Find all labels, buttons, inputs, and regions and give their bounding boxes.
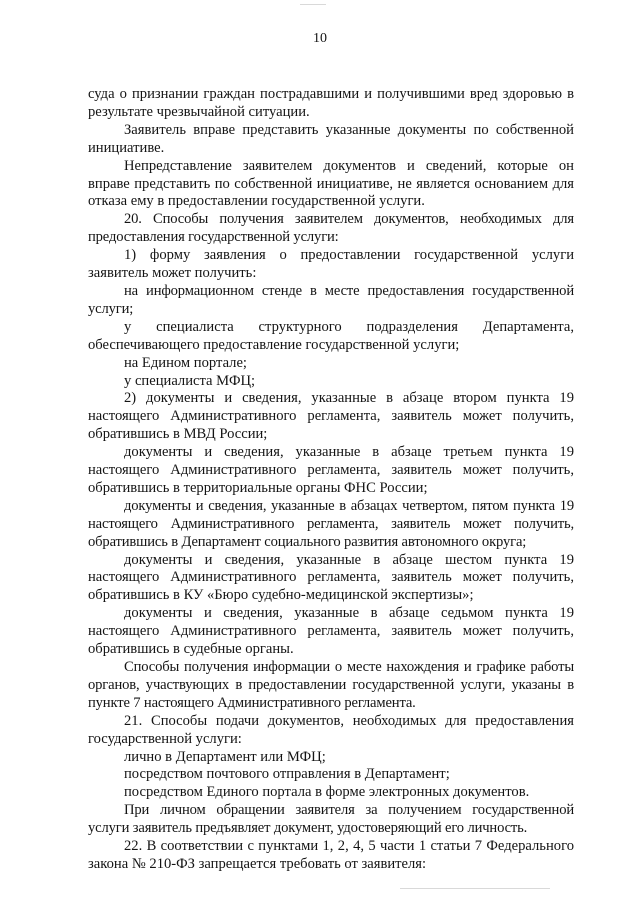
paragraph: на Едином портале; xyxy=(124,354,247,371)
paragraph: у специалиста структурного подразделения Департамента, обеспечивающего предоставление государственной услуги; xyxy=(88,318,574,353)
paragraph: документы и сведения, указанные в абзаце седьмом пункта 19 настоящего Административного регламента, заявитель может получить, обратившись в судебные органы. xyxy=(88,605,574,658)
scan-noise xyxy=(300,4,326,5)
paragraph: лично в Департамент или МФЦ; xyxy=(124,748,326,765)
paragraph: у специалиста МФЦ; xyxy=(124,372,256,389)
paragraph: посредством почтового отправления в Департамент; xyxy=(124,766,450,783)
paragraph-item-22: 22. В соответствии с пунктами 1, 2, 4, 5 части 1 статьи 7 Федерального закона № 210-ФЗ запрещается требовать от заявителя: xyxy=(88,838,574,872)
paragraph-item-21: 21. Способы подачи документов, необходимых для предоставления государственной услуги: xyxy=(88,712,574,747)
paragraph-subitem-1: 1) форму заявления о предоставлении государственной услуги заявитель может получить: xyxy=(88,247,574,282)
paragraph-subitem-2: 2) документы и сведения, указанные в абзаце втором пункта 19 настоящего Административного регламента, заявитель может получить, обратившись в МВД России; xyxy=(88,390,574,443)
paragraph-continuation: суда о признании граждан пострадавшими и получившими вред здоровью в результате чрезвычайной ситуации. xyxy=(88,86,574,120)
paragraph: на информационном стенде в месте предоставления государственной услуги; xyxy=(88,282,574,317)
paragraph-item-20: 20. Способы получения заявителем документов, необходимых для предоставления государственной услуги: xyxy=(88,211,574,246)
paragraph: Непредставление заявителем документов и сведений, которые он вправе представить по собственной инициативе, не является основанием для отказа ему в предоставлении государственной услуги. xyxy=(88,157,574,210)
document-body xyxy=(88,86,574,874)
paragraph: Заявитель вправе представить указанные документы по собственной инициативе. xyxy=(88,121,574,156)
scan-noise xyxy=(400,888,550,889)
paragraph: документы и сведения, указанные в абзаце третьем пункта 19 настоящего Административного регламента, заявитель может получить, обратившись в территориальные органы ФНС России; xyxy=(88,444,574,496)
paragraph: посредством Единого портала в форме электронных документов. xyxy=(124,784,530,801)
paragraph: документы и сведения, указанные в абзацах четвертом, пятом пункта 19 настоящего Административного регламента, заявитель может получить, обратившись в Департамент социального развития автономного округа; xyxy=(88,497,574,550)
page-number: 10 xyxy=(313,31,327,46)
paragraph: Способы получения информации о месте нахождения и графике работы органов, участвующих в предоставлении государственной услуги, указаны в пункте 7 настоящего Административного регламента. xyxy=(88,659,574,711)
paragraph: При личном обращении заявителя за получением государственной услуги заявитель предъявляет документ, удостоверяющий его личность. xyxy=(88,802,574,837)
paragraph: документы и сведения, указанные в абзаце шестом пункта 19 настоящего Административного регламента, заявитель может получить, обратившись в КУ «Бюро судебно-медицинской экспертизы»; xyxy=(88,551,574,604)
